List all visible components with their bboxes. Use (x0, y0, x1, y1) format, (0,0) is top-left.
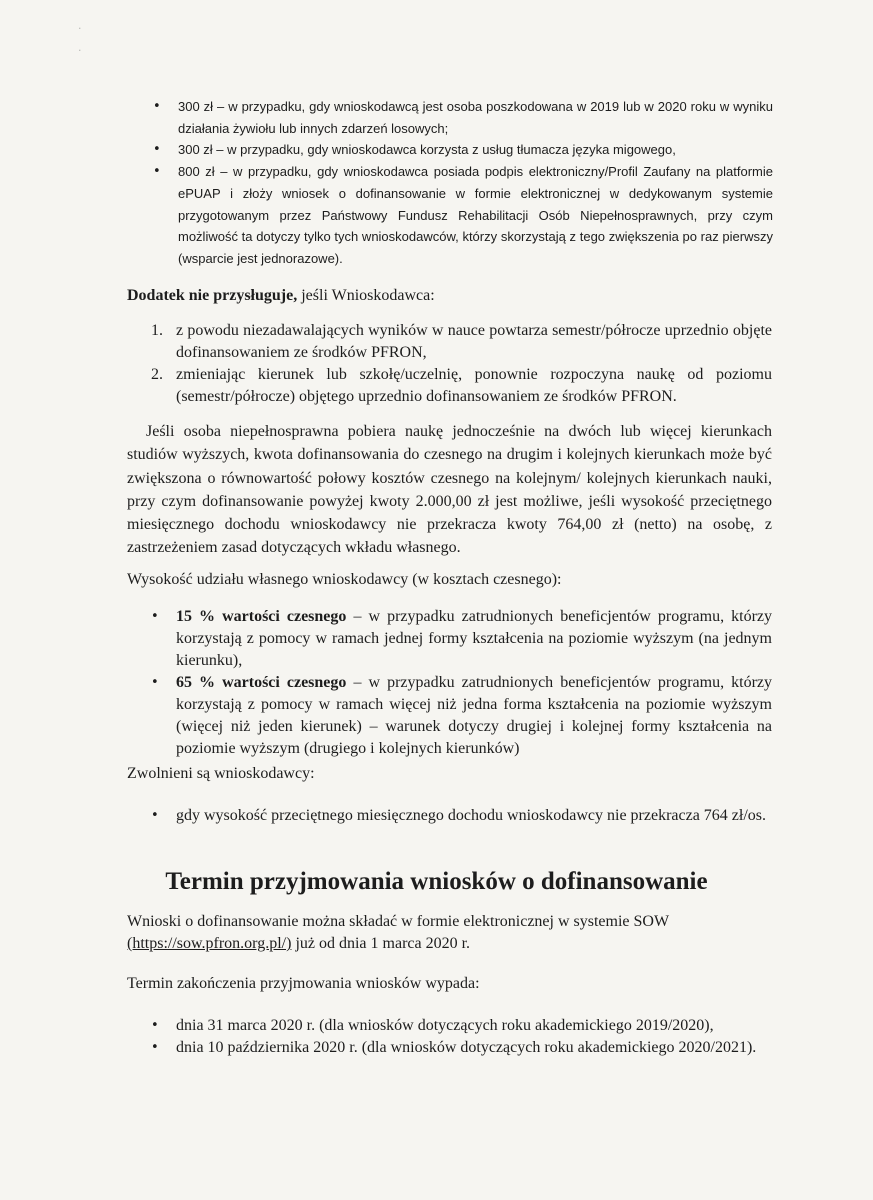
own-contribution-intro: Wysokość udziału własnego wnioskodawcy (w kosztach czesnego): (127, 571, 562, 588)
scan-mark: · (78, 22, 82, 35)
list-item: • gdy wysokość przeciętnego miesięcznego dochodu wnioskodawcy nie przekracza 764 zł/os. (176, 805, 772, 827)
list-item (176, 672, 772, 760)
contribution-percent: 65 % wartości czesnego (176, 674, 347, 691)
exempt-intro: Zwolnieni są wnioskodawcy: (127, 765, 315, 782)
list-item: • 300 zł – w przypadku, gdy wnioskodawcą jest osoba poszkodowana w 2019 lub w 2020 roku w wyniku działania żywiołu lub innych zdarzeń losowych; (178, 96, 773, 139)
deadline-intro: Termin zakończenia przyjmowania wniosków wypada: (127, 975, 480, 992)
deadline-list (176, 1015, 772, 1059)
dodatek-intro-text: jeśli Wnioskodawca: (297, 287, 435, 304)
applications-paragraph (127, 911, 772, 955)
list-number: 2. (151, 366, 163, 383)
contribution-percent: 15 % wartości czesnego (176, 608, 347, 625)
sow-link[interactable]: (https://sow.pfron.org.pl/) (127, 935, 292, 952)
list-item (151, 320, 772, 364)
list-item-text: – w przypadku zatrudnionych beneficjentów programu, którzy korzystają z pomocy w ramach więcej niż jedna forma kształcenia na poziomie wyższym (więcej niż jeden kierunek) – warunek dotyczy drugiej i kolejnej formy kształcenia na poziomie wyższym (drugiego i kolejnych kierunków) (176, 674, 772, 757)
studies-paragraph: Jeśli osoba niepełnosprawna pobiera naukę jednocześnie na dwóch lub więcej kierunkach studiów wyższych, kwota dofinansowania do czesnego na drugim i kolejnych kierunkach może być zwiększona o równowartość połowy kosztów czesnego na kolejnym/ kolejnych kierunkach nauki, przy czym dofinansowanie powyżej kwoty 2.000,00 zł jest możliwe, jeśli wysokość przeciętnego miesięcznego dochodu wnioskodawcy nie przekracza kwoty 764,00 zł (netto) na osobę, z zastrzeżeniem zasad dotyczących wkładu własnego. (127, 423, 772, 557)
applications-date: już od dnia 1 marca 2020 r. (291, 935, 471, 952)
list-item: • dnia 31 marca 2020 r. (dla wniosków dotyczących roku akademickiego 2019/2020), (176, 1015, 772, 1037)
supplement-amount-list (178, 96, 773, 270)
dodatek-intro (127, 285, 435, 307)
own-contribution-list (176, 606, 772, 760)
list-number: 1. (151, 322, 163, 339)
applications-text: Wnioski o dofinansowanie można składać w formie elektronicznej w systemie SOW (127, 913, 669, 930)
list-item-text: zmieniając kierunek lub szkołę/uczelnię, ponownie rozpoczyna naukę od poziomu (semestr/półrocze) objętego uprzednio dofinansowaniem ze środków PFRON. (176, 366, 772, 405)
list-item: • 300 zł – w przypadku, gdy wnioskodawca korzysta z usług tłumacza języka migowego, (178, 139, 773, 161)
list-item: • 800 zł – w przypadku, gdy wnioskodawca posiada podpis elektroniczny/Profil Zaufany na platformie ePUAP i złoży wniosek o dofinansowanie w formie elektronicznej w dedykowanym systemie przygotowanym przez Państwowy Fundusz Rehabilitacji Osób Niepełnosprawnych, przy czym możliwość ta dotyczy tylko tych wnioskodawców, którzy skorzystają z tego zwiększenia po raz pierwszy (wsparcie jest jednorazowe). (178, 161, 773, 270)
section-heading: Termin przyjmowania wniosków o dofinansowanie (165, 868, 708, 895)
exempt-list (176, 805, 772, 827)
list-item-text: – w przypadku zatrudnionych beneficjentów programu, którzy korzystają z pomocy w ramach jednej formy kształcenia na poziomie wyższym (na jednym kierunku), (176, 608, 772, 669)
dodatek-numbered-list (151, 320, 772, 408)
list-item (176, 606, 772, 672)
list-item (151, 364, 772, 408)
dodatek-intro-bold: Dodatek nie przysługuje, (127, 287, 298, 304)
list-item-text: z powodu niezadawalających wyników w nauce powtarza semestr/półrocze uprzednio objęte dofinansowaniem ze środków PFRON, (176, 322, 772, 361)
list-item: • dnia 10 października 2020 r. (dla wniosków dotyczących roku akademickiego 2020/2021). (176, 1037, 772, 1059)
scan-mark: · (78, 44, 82, 57)
